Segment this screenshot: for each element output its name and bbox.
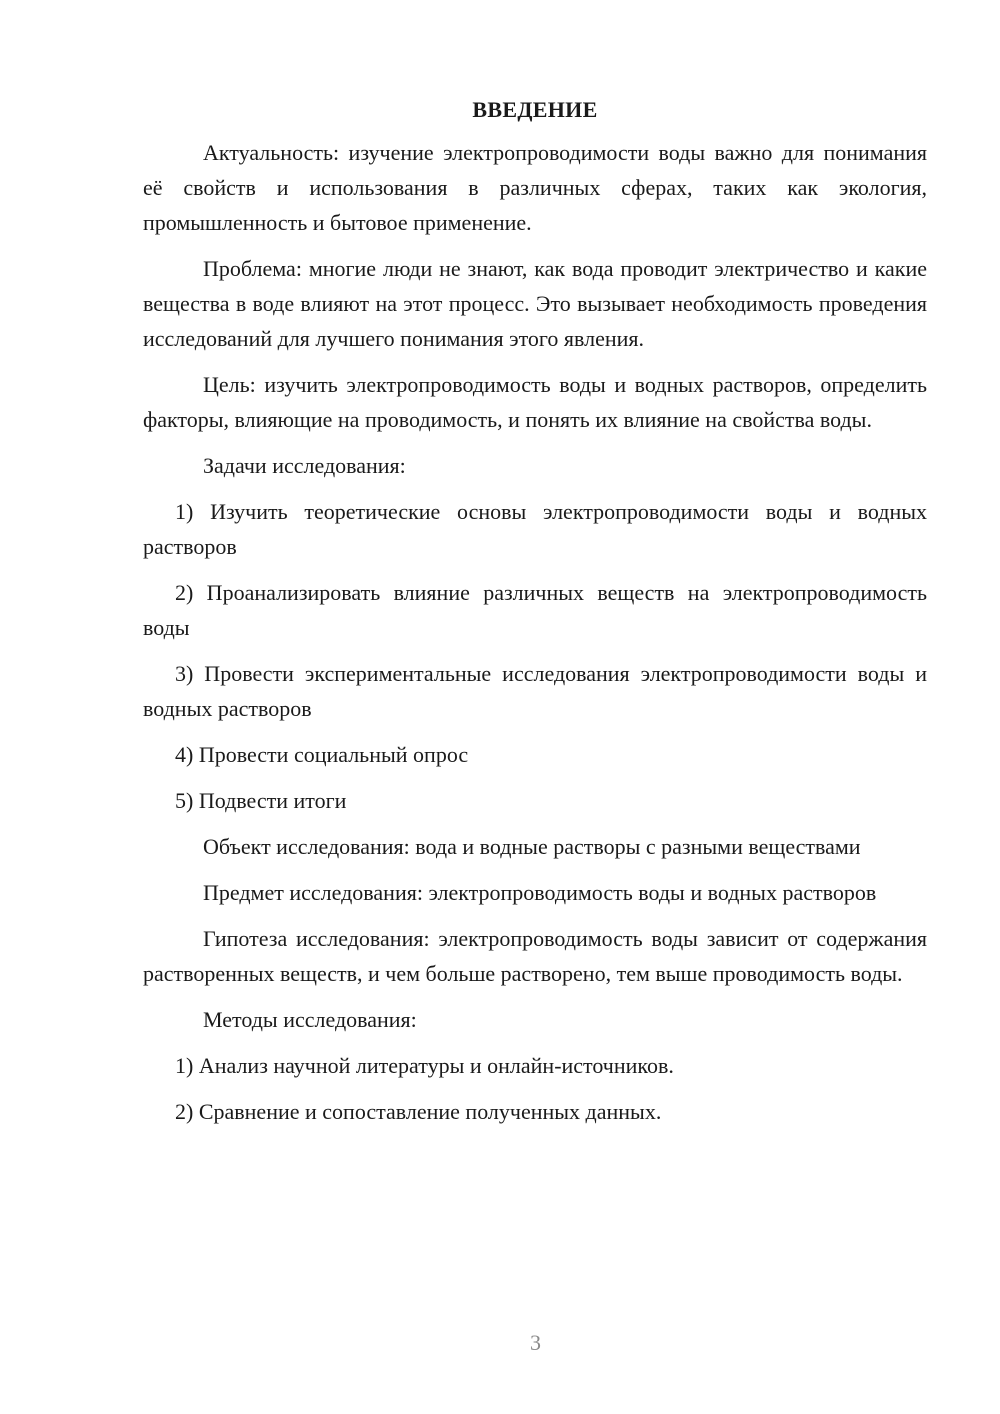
list-item-method-2: 2) Сравнение и сопоставление полученных данных.	[175, 1099, 662, 1124]
page-number: 3	[530, 1330, 541, 1355]
paragraph-subject: Предмет исследования: электропроводимость воды и водных растворов	[203, 880, 877, 905]
paragraph-goal: Цель: изучить электропроводимость воды и водных растворов, определить факторы, влияющие на проводимость, и понять их влияние на свойства воды.	[143, 372, 927, 432]
paragraph-relevance: Актуальность: изучение электропроводимости воды важно для понимания её свойств и использования в различных сферах, таких как экология, промышленность и бытовое применение.	[143, 140, 927, 235]
page-content	[143, 92, 927, 1129]
list-item-task-3: 3) Провести экспериментальные исследования электропроводимости воды и водных растворов	[143, 661, 927, 721]
paragraph-object: Объект исследования: вода и водные растворы с разными веществами	[203, 834, 861, 859]
paragraph-methods-heading: Методы исследования:	[203, 1007, 417, 1032]
list-item-task-1: 1) Изучить теоретические основы электропроводимости воды и водных растворов	[143, 499, 927, 559]
paragraph-problem: Проблема: многие люди не знают, как вода проводит электричество и какие вещества в воде влияют на этот процесс. Это вызывает необходимость проведения исследований для лучшего понимания этого явления.	[143, 256, 927, 351]
paragraph-hypothesis: Гипотеза исследования: электропроводимость воды зависит от содержания растворенных веществ, и чем больше растворено, тем выше проводимость воды.	[143, 926, 927, 986]
list-item-method-1: 1) Анализ научной литературы и онлайн-источников.	[175, 1053, 674, 1078]
list-item-task-4: 4) Провести социальный опрос	[175, 742, 469, 767]
page-title: ВВЕДЕНИЕ	[472, 97, 598, 122]
list-item-task-5: 5) Подвести итоги	[175, 788, 347, 813]
list-item-task-2: 2) Проанализировать влияние различных веществ на электропроводимость воды	[143, 580, 927, 640]
paragraph-tasks-heading: Задачи исследования:	[203, 453, 406, 478]
